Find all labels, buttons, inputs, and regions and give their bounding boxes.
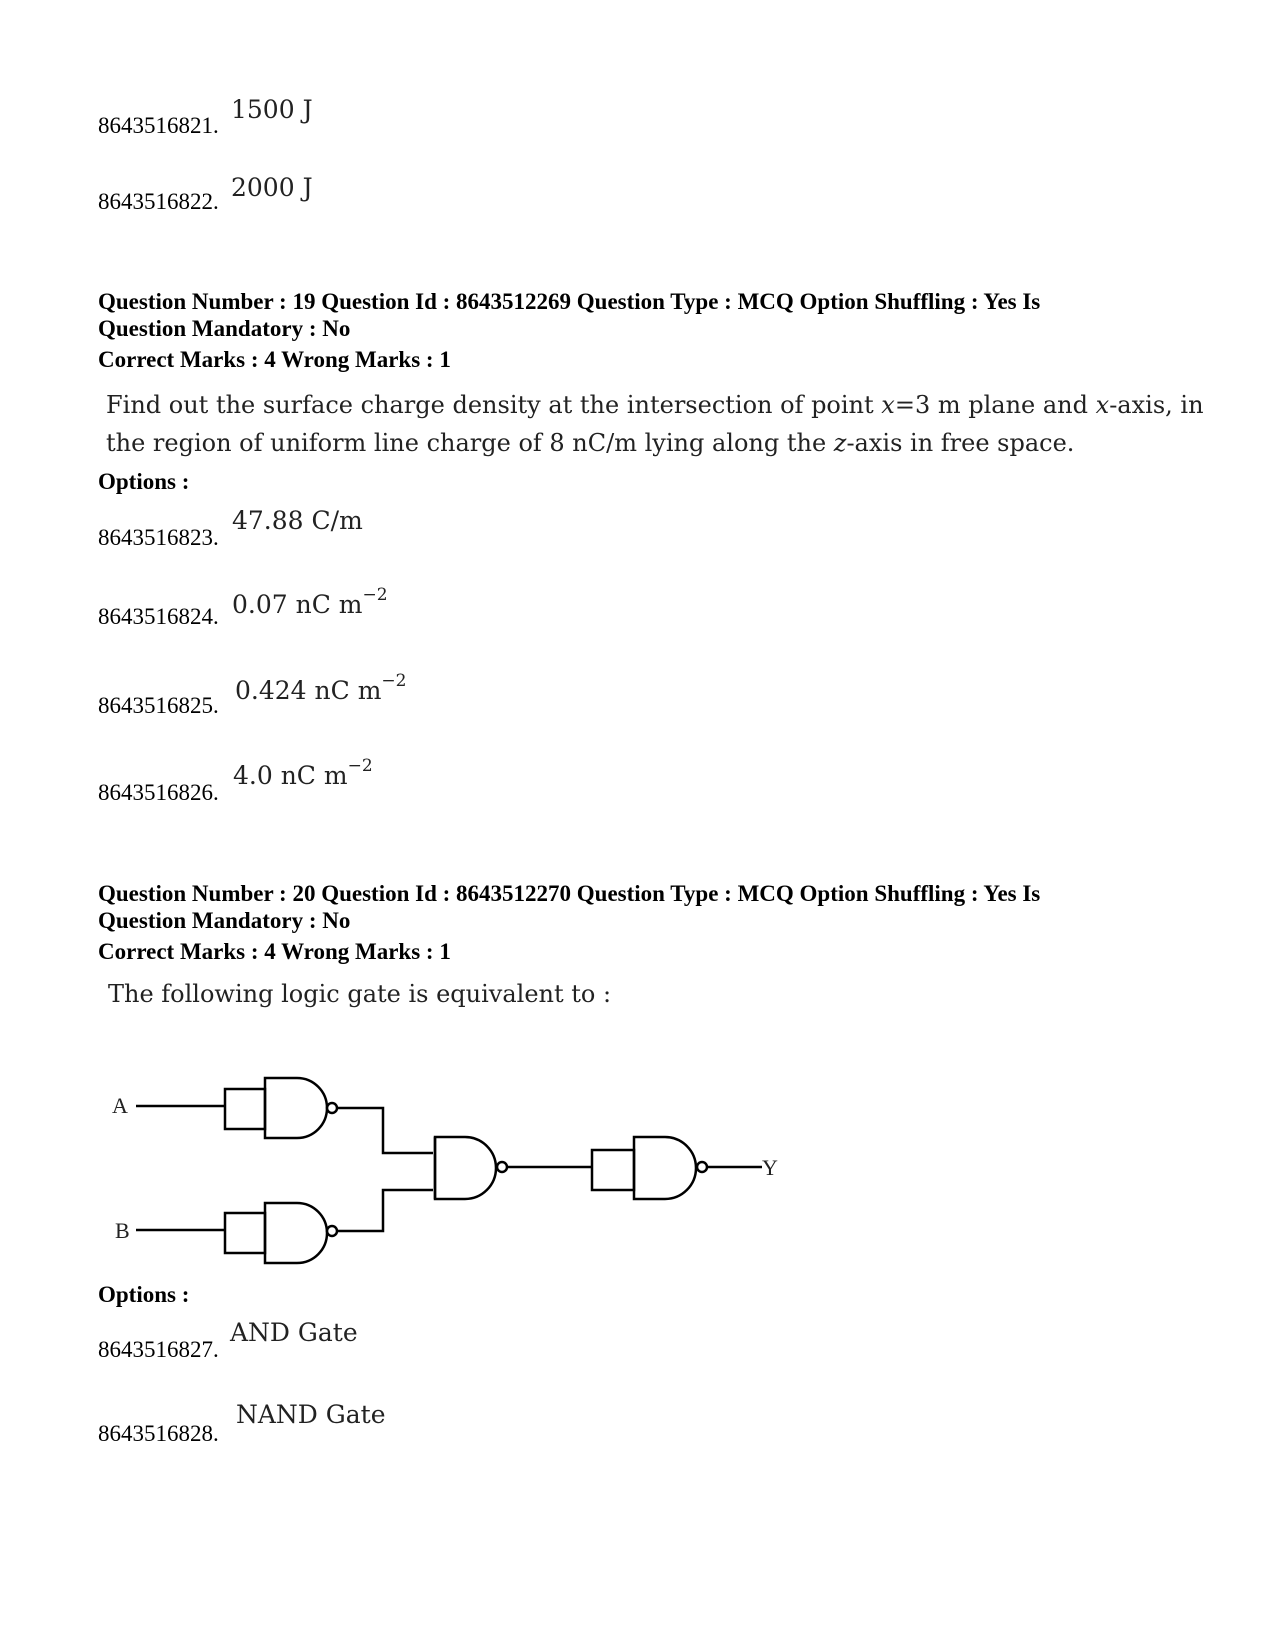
input-b-label: B [115,1218,130,1243]
gate-2-input-box [225,1213,265,1253]
option-id: 8643516826. [98,780,219,805]
option-text [233,755,373,790]
gate-1-output-wire [337,1108,433,1153]
gate-1-body [265,1078,327,1138]
option-text [235,670,407,705]
option-id: 8643516823. [98,525,219,550]
gate-4-bubble [697,1162,707,1172]
question-meta-line: Question Mandatory : No [98,908,351,933]
input-a-label: A [112,1093,128,1118]
question-meta-line: Question Mandatory : No [98,316,351,341]
option-text: 2000 J [231,173,313,202]
option-text: 1500 J [231,95,313,124]
gate-1-input-box [225,1089,265,1129]
question-meta-line: Question Number : 20 Question Id : 8643512270 Question Type : MCQ Option Shuffling : Yes Is [98,881,1041,906]
question-text-line-1 [106,386,1204,424]
gate-3-body [435,1137,496,1199]
question-20-marks: Correct Marks : 4 Wrong Marks : 1 [98,939,451,964]
gate-1-bubble [327,1103,337,1113]
variable: x [1095,391,1110,419]
exponent: −2 [347,755,373,776]
question-meta-line: Question Number : 19 Question Id : 8643512269 Question Type : MCQ Option Shuffling : Yes Is [98,289,1041,314]
option-id: 8643516821. [98,113,219,138]
variable: z [833,429,847,457]
text-fragment: -axis in free space. [846,429,1075,457]
text-fragment: Find out the surface charge density at the intersection of point [106,391,882,419]
gate-2-bubble [327,1226,337,1236]
question-20-meta [98,880,1040,934]
option-text [232,584,388,619]
text-fragment: =3 m plane and [894,391,1096,419]
question-20-text: The following logic gate is equivalent to : [108,980,612,1008]
option-id: 8643516828. [98,1421,219,1446]
option-id: 8643516824. [98,604,219,629]
exponent: −2 [362,584,388,605]
text-fragment: -axis, in [1109,391,1204,419]
option-id: 8643516822. [98,189,219,214]
text-fragment: the region of uniform line charge of 8 nC/m lying along the [106,429,834,457]
gate-2-output-wire [337,1190,433,1231]
option-text: 47.88 C/m [232,506,363,535]
option-id: 8643516825. [98,693,219,718]
option-value: 4.0 nC m [233,761,348,790]
question-19-text [106,386,1204,462]
exponent: −2 [381,670,407,691]
question-19-marks: Correct Marks : 4 Wrong Marks : 1 [98,347,451,372]
gate-4-input-box [592,1150,634,1190]
output-label: Y [762,1155,778,1180]
option-text: AND Gate [230,1318,358,1347]
options-label: Options : [98,469,190,494]
question-text-line-2 [106,424,1204,462]
variable: x [881,391,895,419]
gate-3-bubble [497,1162,507,1172]
option-value: 0.07 nC m [232,590,363,619]
options-label: Options : [98,1282,190,1307]
option-text: NAND Gate [236,1400,386,1429]
question-19-meta [98,288,1040,342]
option-value: 0.424 nC m [235,676,382,705]
gate-2-body [265,1203,327,1263]
gate-4-body [634,1137,696,1199]
logic-gate-diagram [100,1065,800,1275]
option-id: 8643516827. [98,1337,219,1362]
